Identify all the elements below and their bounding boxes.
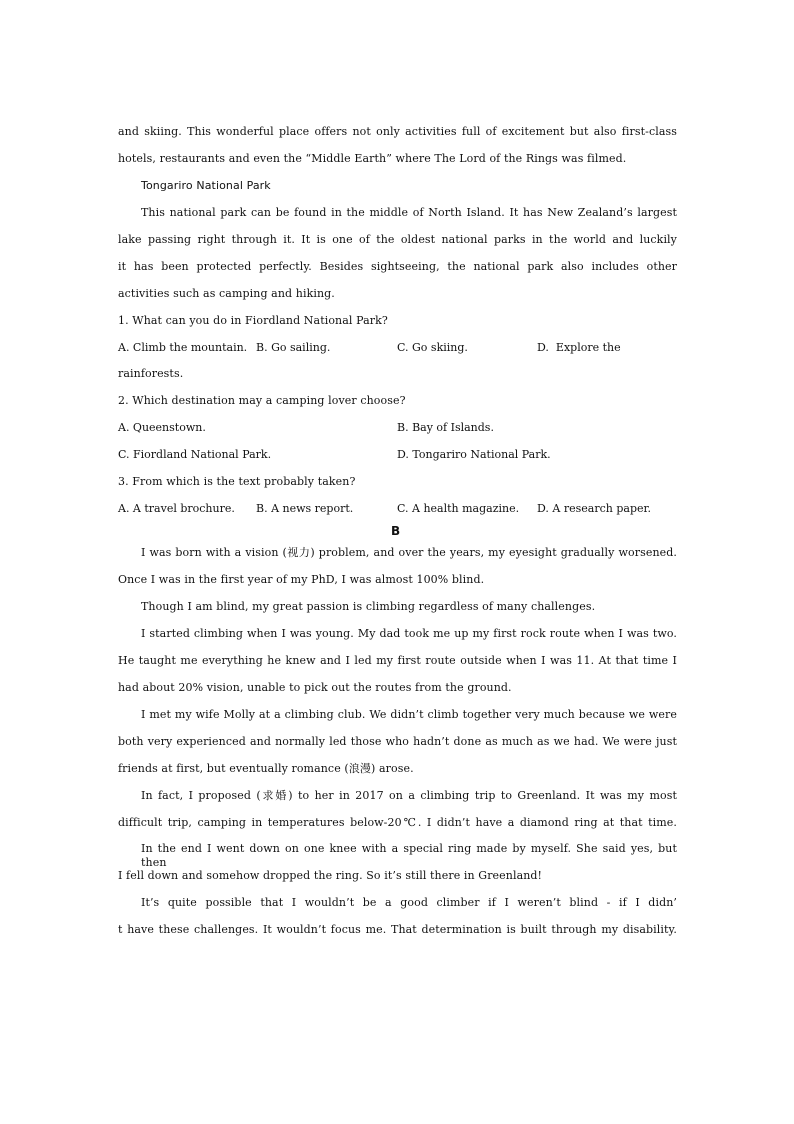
park-paragraph-line: it has been protected perfectly. Besides sightseeing, the national park also includes other xyxy=(118,260,677,273)
passage-b-line: I was born with a vision (视力) problem, and over the years, my eyesight gradually worsened. xyxy=(141,546,677,559)
question-option-continuation: rainforests. xyxy=(118,367,184,380)
passage-b-line: I fell down and somehow dropped the ring. So it’s still there in Greenland! xyxy=(118,869,543,882)
question-option: A. Queenstown. xyxy=(118,421,206,434)
passage-b-line: I met my wife Molly at a climbing club. We didn’t climb together very much because we were xyxy=(141,708,677,721)
question-stem: 3. From which is the text probably taken? xyxy=(118,475,356,488)
question-stem: 1. What can you do in Fiordland National Park? xyxy=(118,314,388,327)
passage-b-line: In fact, I proposed (求婚) to her in 2017 on a climbing trip to Greenland. It was my most xyxy=(141,789,677,802)
passage-b-line: Though I am blind, my great passion is climbing regardless of many challenges. xyxy=(141,600,596,613)
passage-b-line: In the end I went down on one knee with a special ring made by myself. She said yes, but then xyxy=(141,842,677,869)
passage-b-line: had about 20% vision, unable to pick out the routes from the ground. xyxy=(118,681,512,694)
question-option: A. A travel brochure. xyxy=(118,502,235,515)
question-option: C. Fiordland National Park. xyxy=(118,448,272,461)
question-option: B. A news report. xyxy=(256,502,354,515)
passage-b-line: t have these challenges. It wouldn’t focus me. That determination is built through my disability. xyxy=(118,923,677,936)
passage-b-line: Once I was in the first year of my PhD, I was almost 100% blind. xyxy=(118,573,485,586)
passage-a-line: hotels, restaurants and even the “Middle Earth” where The Lord of the Rings was filmed. xyxy=(118,152,627,165)
passage-b-line: difficult trip, camping in temperatures below-20℃. I didn’t have a diamond ring at that time. xyxy=(118,816,677,829)
passage-b-line: He taught me everything he knew and I led my first route outside when I was 11. At that time I xyxy=(118,654,677,667)
section-b-label: B xyxy=(391,524,401,538)
question-option: D. Explore the xyxy=(537,341,621,354)
park-heading: Tongariro National Park xyxy=(141,179,271,192)
passage-b-line: friends at first, but eventually romance (浪漫) arose. xyxy=(118,762,414,775)
passage-b-line: I started climbing when I was young. My dad took me up my first rock route when I was two. xyxy=(141,627,677,640)
question-option: B. Go sailing. xyxy=(256,341,331,354)
question-option: A. Climb the mountain. xyxy=(118,341,248,354)
park-paragraph-line: This national park can be found in the middle of North Island. It has New Zealand’s largest xyxy=(141,206,677,219)
passage-b-line: both very experienced and normally led those who hadn’t done as much as we had. We were just xyxy=(118,735,677,748)
question-option: C. A health magazine. xyxy=(397,502,520,515)
park-paragraph-line: lake passing right through it. It is one of the oldest national parks in the world and luckily xyxy=(118,233,677,246)
question-stem: 2. Which destination may a camping lover choose? xyxy=(118,394,406,407)
question-option: D. Tongariro National Park. xyxy=(397,448,551,461)
park-paragraph-line: activities such as camping and hiking. xyxy=(118,287,335,300)
question-option: B. Bay of Islands. xyxy=(397,421,494,434)
passage-b-line: It’s quite possible that I wouldn’t be a good climber if I weren’t blind - if I didn’ xyxy=(141,896,677,909)
question-option: D. A research paper. xyxy=(537,502,652,515)
passage-a-line: and skiing. This wonderful place offers not only activities full of excitement but also first-class xyxy=(118,125,677,138)
question-option: C. Go skiing. xyxy=(397,341,468,354)
